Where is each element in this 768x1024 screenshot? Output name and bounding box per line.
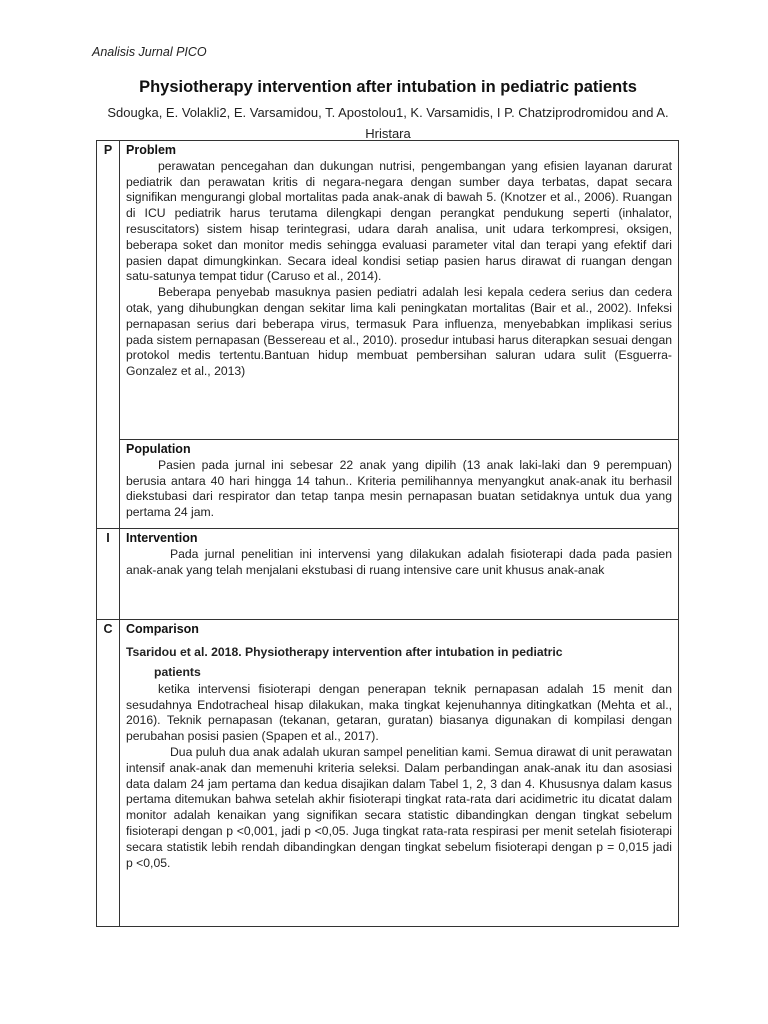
document-title: Physiotherapy intervention after intubation in pediatric patients	[139, 78, 637, 96]
problem-heading: Problem	[126, 143, 177, 157]
pico-letter-p: P	[97, 141, 120, 529]
pico-table	[96, 140, 679, 927]
reference-title	[126, 642, 672, 682]
population-paragraph: Pasien pada jurnal ini sebesar 22 anak yang dipilih (13 anak laki-laki dan 9 perempuan) berusia antara 40 hari hingga 14 tahun.. Kriteria pemilihannya menyangkut anak-anak itu berhasil diekstubasi dari respirator dan tetap tanpa mesin pernapasan buatan setidaknya untuk dua yang pertama 24 jam.	[126, 457, 672, 520]
comparison-cell	[120, 620, 679, 927]
reference-title-line: patients	[154, 664, 201, 679]
intervention-heading: Intervention	[126, 531, 198, 545]
pico-row-problem	[97, 141, 679, 440]
pico-row-intervention	[97, 529, 679, 620]
pico-letter-i: I	[97, 529, 120, 620]
pico-row-comparison	[97, 620, 679, 927]
population-heading: Population	[126, 442, 191, 456]
problem-paragraph: Beberapa penyebab masuknya pasien pediatri adalah lesi kepala cedera serius dan cedera otak, yang dihubungkan dengan sekitar lima kali peningkatan mortalitas (Bair et al., 2002). Infeksi pernapasan serius dari beberapa virus, termasuk Para influenza, menyebabkan implikasi serius pada sistem pernapasan (Bessereau et al., 2010). prosedur intubasi harus diterapkan sesuai dengan protokol medis tertentu.Bantuan hidup membuat pembersihan saluran udara sulit (Esguerra-Gonzalez et al., 2013)	[126, 285, 672, 379]
reference-title-line: Tsaridou et al. 2018. Physiotherapy intervention after intubation in pediatric	[126, 644, 563, 659]
pico-row-population	[97, 440, 679, 529]
pico-letter-c: C	[97, 620, 120, 927]
problem-cell	[120, 141, 679, 440]
document-header-note: Analisis Jurnal PICO	[92, 45, 207, 59]
problem-paragraph: perawatan pencegahan dan dukungan nutrisi, pengembangan yang efisien layanan darurat pediatrik dan perawatan kritis di negara-negara dengan sumber daya terbatas, dapat secara signifikan mengurangi global mortalitas pada anak-anak di bawah 5. (Knotzer et al., 2006). Ruangan di ICU pediatrik harus terutama dilengkapi dengan perangkat pendukung seperti (inhalator, resuscitators) sistem hisap terintegrasi, udara darah analisa, unit udara terkompresi, oksigen, beberapa soket dan monitor medis sehingga evaluasi parameter vital dan terapi yang efektif dari pasien dapat dimungkinkan. Secara ideal kondisi setiap pasien harus dirawat di ruangan dengan satu-satunya tempat tidur (Caruso et al., 2014).	[126, 158, 672, 284]
author-list: Sdougka, E. Volakli2, E. Varsamidou, T. Apostolou1, K. Varsamidis, I P. Chatziprodromidou and A. Hristara	[107, 105, 669, 141]
population-cell	[120, 440, 679, 529]
intervention-cell	[120, 529, 679, 620]
comparison-heading: Comparison	[126, 622, 199, 636]
comparison-paragraph: ketika intervensi fisioterapi dengan penerapan teknik pernapasan adalah 15 menit dan sesudahnya Endotracheal hisap dilakukan, maka tingkat kejenuhannya ditingkatkan (Mehta et al., 2016). Teknik pernapasan (tekanan, getaran, guratan) biasanya digunakan di kompilasi dengan perubahan posisi pasien (Spapen et al., 2017).	[126, 681, 672, 744]
comparison-paragraph: Dua puluh dua anak adalah ukuran sampel penelitian kami. Semua dirawat di unit perawatan intensif anak-anak dan memenuhi kriteria seleksi. Dalam perbandingan anak-anak itu dan asosiasi data dalam 24 jam pertama dan kedua disajikan dalam Tabel 1, 2, 3 dan 4. Khususnya dalam kasus pertama ditemukan bahwa setelah akhir fisioterapi tingkat rata-rata dari acidimetric itu dicatat dalam monitor adalah kenaikan yang signifikan secara statistic dibandingkan dengan tingkat sebelum fisioterapi dengan p <0,001, jadi p <0,05. Juga tingkat rata-rata respirasi per menit setelah fisioterapi secara statistik lebih rendah dibandingkan dengan tingkat sebelum fisioterapi dengan p = 0,015 jadi p <0,05.	[126, 744, 672, 870]
intervention-paragraph: Pada jurnal penelitian ini intervensi yang dilakukan adalah fisioterapi dada pada pasien anak-anak yang telah menjalani ekstubasi di ruang intensive care unit khusus anak-anak	[126, 546, 672, 577]
